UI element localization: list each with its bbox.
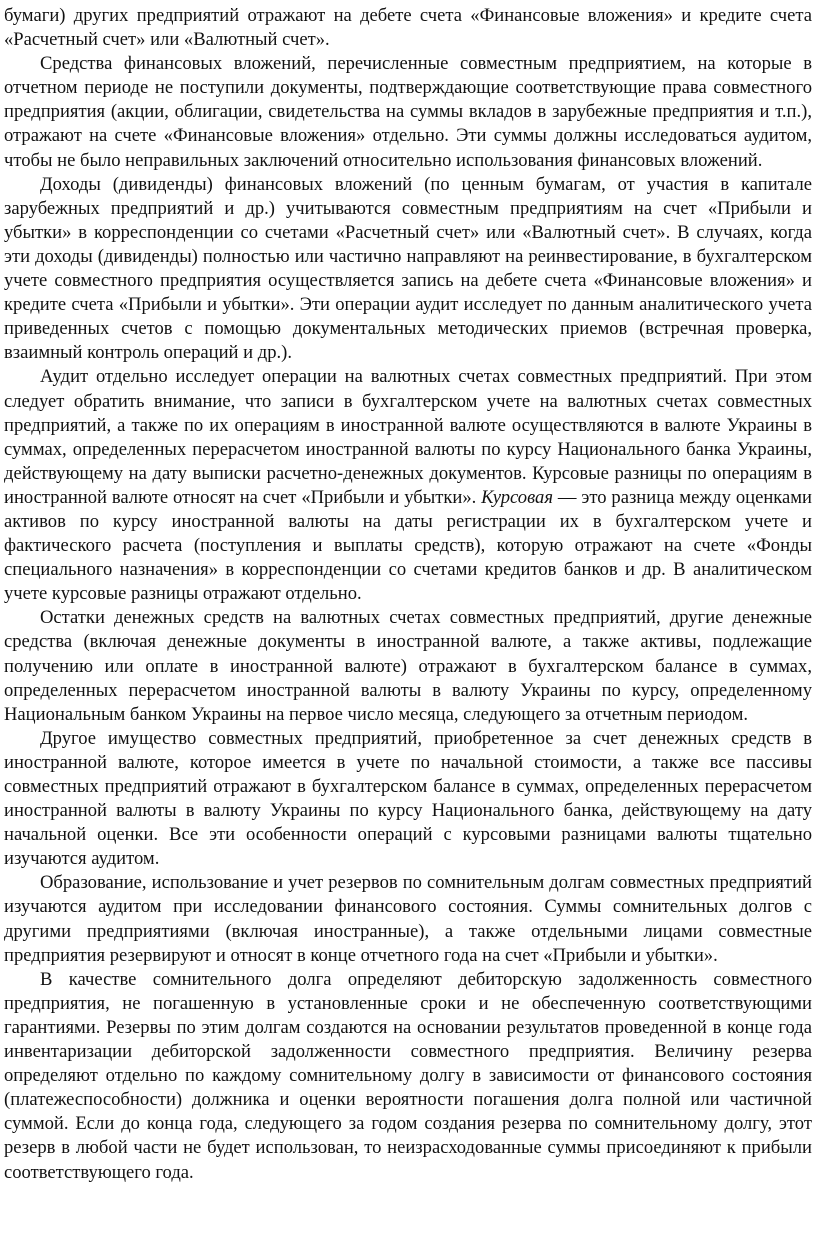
paragraph-6 bbox=[4, 727, 812, 872]
paragraph-4-term-italic: Курсовая bbox=[481, 486, 553, 508]
paragraph-4-text-b: — это разница между оценками активов по курсу иностранной валюты на даты регистрации их в бухгалтерском учете и фактического расчета (поступления и выплаты средств), которую отражают на счете «Фонды специального назначения» в корреспонденции со счетами кредитов банков и др. В аналитическом учете курсовые разницы отражают отдельно. bbox=[4, 486, 812, 605]
paragraph-4 bbox=[4, 365, 812, 606]
paragraph-6-text: Другое имущество совместных предприятий, приобретенное за счет денежных средств в иностранной валюте, которое имеется в учете по начальной стоимости, а также все пассивы совместных предприятий отражают в бухгалтерском балансе в суммах, определенных перерасчетом иностранной валюты в валюту Украины по курсу Национального банка, действующему на дату начальной оценки. Все эти особенности операций с курсовыми разницами валюты тщательно изучаются аудитом. bbox=[4, 727, 812, 870]
paragraph-7 bbox=[4, 871, 812, 967]
paragraph-3 bbox=[4, 173, 812, 366]
paragraph-3-text: Доходы (дивиденды) финансовых вложений (по ценным бумагам, от участия в капитале зарубежных предприятий и др.) учитываются совместным предприятиям на счет «Прибыли и убытки» в корреспонденции со счетами «Расчетный счет» или «Валютный счет». В случаях, когда эти доходы (дивиденды) полностью или частично направляют на реинвестирование, в бухгалтерском учете совместного предприятия осуществляется запись на дебете счета «Финансовые вложения» и кредите счета «Прибыли и убытки». Эти операции аудит исследует по данным аналитического учета приведенных счетов с помощью документальных методических приемов (встречная проверка, взаимный контроль операций и др.). bbox=[4, 173, 812, 364]
paragraph-7-text: Образование, использование и учет резервов по сомнительным долгам совместных предприятий изучаются аудитом при исследовании финансового состояния. Суммы сомнительных долгов с другими предприятиями (включая иностранные), а также отдельными лицами совместные предприятия резервируют и относят в конце отчетного года на счет «Прибыли и убытки». bbox=[4, 872, 812, 966]
paragraph-8 bbox=[4, 968, 812, 1185]
paragraph-5 bbox=[4, 606, 812, 726]
paragraph-1-text: бумаги) других предприятий отражают на дебете счета «Финансовые вложения» и кредите счета «Расчетный счет» или «Валютный счет». bbox=[4, 5, 812, 51]
paragraph-2 bbox=[4, 52, 812, 172]
paragraph-8-text: В качестве сомнительного долга определяют дебиторскую задолженность совместного предприятия, не погашенную в установленные сроки и не обеспеченную соответствующими гарантиями. Резервы по этим долгам создаются на основании результатов проведенной в конце года инвентаризации дебиторской задолженности совместного предприятия. Величину резерва определяют отдельно по каждому сомнительному долгу в зависимости от финансового состояния (платежеспособности) должника и оценки вероятности погашения долга полной или частичной суммой. Если до конца года, следующего за годом создания резерва по сомнительному долгу, этот резерв в любой части не будет использован, то неизрасходованные суммы присоединяют к прибыли соответствующего года. bbox=[4, 968, 812, 1183]
paragraph-2-text: Средства финансовых вложений, перечисленные совместным предприятием, на которые в отчетном периоде не поступили документы, подтверждающие соответствующие права совместного предприятия (акции, облигации, свидетельства на суммы вкладов в зарубежные предприятия и т.п.), отражают на счете «Финансовые вложения» отдельно. Эти суммы должны исследоваться аудитом, чтобы не было неправильных заключений относительно использования финансовых вложений. bbox=[4, 53, 812, 171]
paragraph-4-text-a: Аудит отдельно исследует операции на валютных счетах совместных предприятий. При этом следует обратить внимание, что записи в бухгалтерском учете на валютных счетах совместных предприятий, а также по их операциям в иностранной валюте осуществляются в валюте Украины в суммах, определенных перерасчетом иностранной валюты по курсу Национального банка Украины, действующему на дату выписки расчетно-денежных документов. Курсовые разницы по операциям в иностранной валюте относят на счет «Прибыли и убытки». bbox=[4, 366, 812, 508]
paragraph-5-text: Остатки денежных средств на валютных счетах совместных предприятий, другие денежные средства (включая денежные документы в иностранной валюте, а также активы, подлежащие получению или оплате в иностранной валюте) отражают в бухгалтерском балансе в суммах, определенных перерасчетом иностранной валюты в валюту Украины по курсу, определенному Национальным банком Украины на первое число месяца, следующего за отчетным периодом. bbox=[4, 607, 812, 725]
paragraph-1 bbox=[4, 4, 812, 52]
